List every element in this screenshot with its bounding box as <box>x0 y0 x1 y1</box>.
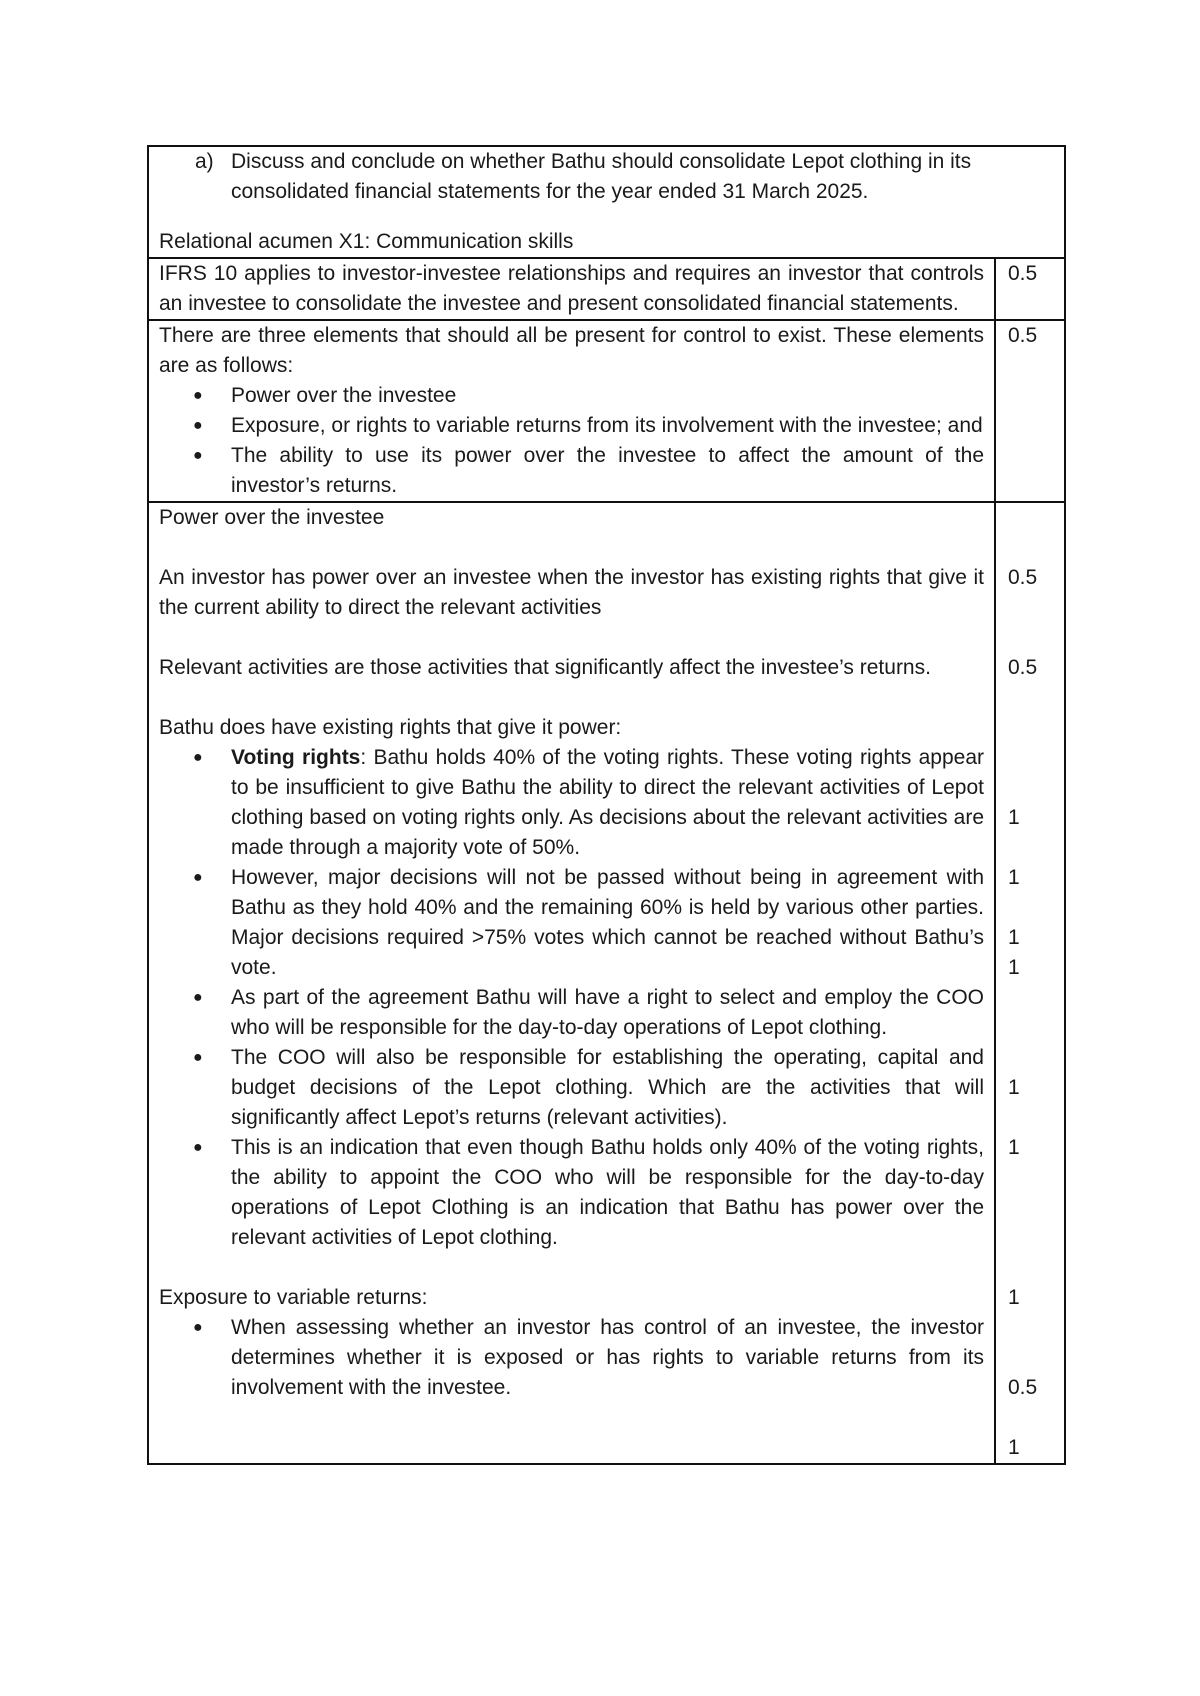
list-item: ● This is an indication that even though Bathu holds only 40% of the voting rights, the ability to appoint the COO who will be responsible for the day-to-day operations of Lepot Clothing is an indication that Bathu has power over the relevant activities of Lepot clothing. <box>231 1133 984 1253</box>
question-label: a) <box>195 150 214 173</box>
bullet-icon: ● <box>193 1139 203 1156</box>
mark-1: 1 <box>1008 806 1020 829</box>
exposure-heading: Exposure to variable returns: <box>159 1286 428 1309</box>
list-item: ● When assessing whether an investor has control of an investee, the investor determines whether it is exposed or has rights to variable returns from its involvement with the investee. <box>231 1313 984 1403</box>
elements-intro: There are three elements that should all be present for control to exist. These elements are as follows: <box>159 324 984 377</box>
mark-2: 1 <box>1008 866 1020 889</box>
power-p2: Relevant activities are those activities that significantly affect the investee’s returns. <box>159 656 931 679</box>
power-list <box>159 743 984 1253</box>
list-item: ● As part of the agreement Bathu will have a right to select and employ the COO who will be responsible for the day-to-day operations of Lepot clothing. <box>231 983 984 1043</box>
mark-5: 1 <box>1008 1076 1020 1099</box>
bullet-icon: ● <box>193 869 203 886</box>
mark-p1: 0.5 <box>1008 566 1038 589</box>
elements-mark-cell <box>995 320 1065 502</box>
mark-6: 1 <box>1008 1136 1020 1159</box>
list-item: ● The COO will also be responsible for establishing the operating, capital and budget decisions of the Lepot clothing. Which are the activities that will significantly affect Lepot’s returns (relevant activities). <box>231 1043 984 1133</box>
mark-8: 0.5 <box>1008 1376 1038 1399</box>
bullet-icon: ● <box>193 447 203 464</box>
ifrs-mark: 0.5 <box>1008 262 1038 285</box>
list-item: ● However, major decisions will not be passed without being in agreement with Bathu as they hold 40% and the remaining 60% is held by various other parties. Major decisions required >75% votes which cannot be reached without Bathu’s vote. <box>231 863 984 983</box>
mark-p2: 0.5 <box>1008 656 1038 679</box>
list-item: ● The ability to use its power over the investee to affect the amount of the investor’s returns. <box>231 441 984 501</box>
voting-rights-label: Voting rights <box>231 746 361 769</box>
acumen-text: Relational acumen X1: Communication skills <box>159 230 574 253</box>
bullet-icon: ● <box>193 417 203 434</box>
power-p3: Bathu does have existing rights that give it power: <box>159 716 622 739</box>
power-row <box>148 502 1065 1464</box>
bullet-icon: ● <box>193 1049 203 1066</box>
mark-7: 1 <box>1008 1286 1020 1309</box>
mark-3: 1 <box>1008 926 1020 949</box>
bullet-icon: ● <box>193 989 203 1006</box>
elements-cell <box>148 320 995 502</box>
question-cell <box>148 146 1065 258</box>
elements-row <box>148 320 1065 502</box>
memo-table <box>147 145 1066 1465</box>
ifrs-cell <box>148 258 995 320</box>
mark-9: 1 <box>1008 1436 1020 1459</box>
power-marks-cell <box>995 502 1065 1464</box>
list-item: ● Voting rights: Bathu holds 40% of the voting rights. These voting rights appear to be insufficient to give Bathu the ability to direct the relevant activities of Lepot clothing based on voting rights only. As decisions about the relevant activities are made through a majority vote of 50%. <box>231 743 984 863</box>
power-cell <box>148 502 995 1464</box>
bullet-icon: ● <box>193 387 203 404</box>
list-item: ● Power over the investee <box>231 381 984 411</box>
ifrs-row <box>148 258 1065 320</box>
ifrs-mark-cell <box>995 258 1065 320</box>
question-text: Discuss and conclude on whether Bathu should consolidate Lepot clothing in its consolidated financial statements for the year ended 31 March 2025. <box>231 150 972 203</box>
question-row <box>148 146 1065 258</box>
question-line <box>159 147 1054 207</box>
mark-4: 1 <box>1008 956 1020 979</box>
elements-list <box>159 381 984 501</box>
list-item: ● Exposure, or rights to variable returns from its involvement with the investee; and <box>231 411 984 441</box>
power-heading: Power over the investee <box>159 506 385 529</box>
bullet-icon: ● <box>193 749 203 766</box>
exposure-list <box>159 1313 984 1403</box>
power-p1: An investor has power over an investee when the investor has existing rights that give it the current ability to direct the relevant activities <box>159 566 984 619</box>
bullet-icon: ● <box>193 1319 203 1336</box>
elements-mark: 0.5 <box>1008 324 1038 347</box>
ifrs-text: IFRS 10 applies to investor-investee relationships and requires an investor that controls an investee to consolidate the investee and present consolidated financial statements. <box>159 262 984 315</box>
